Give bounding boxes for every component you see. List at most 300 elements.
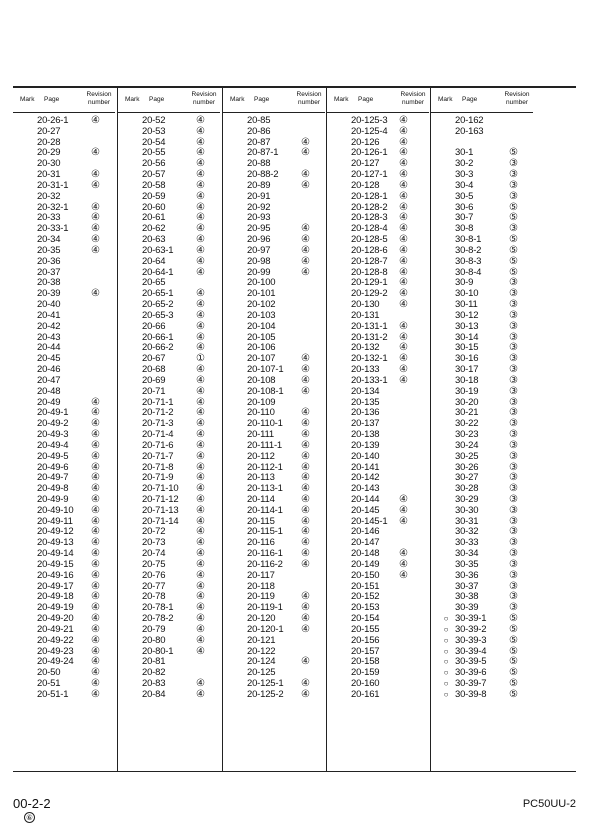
row-page: 20-76	[142, 569, 166, 581]
row-page: 20-138	[351, 429, 380, 441]
table-row	[223, 203, 325, 214]
row-revision: ④	[196, 613, 205, 625]
table-row	[223, 192, 325, 203]
row-page: 20-65-1	[142, 288, 174, 300]
row-revision: ③	[509, 396, 518, 408]
row-mark: ○	[443, 614, 449, 624]
row-revision: ④	[301, 244, 310, 256]
row-page: 20-151	[351, 580, 380, 592]
row-revision: ④	[91, 212, 100, 224]
row-revision: ③	[509, 439, 518, 451]
row-page: 20-125-3	[351, 115, 388, 126]
row-page: 20-49-5	[37, 450, 69, 462]
table-row	[327, 322, 429, 333]
row-revision: ④	[301, 374, 310, 386]
row-revision: ④	[301, 364, 310, 376]
row-revision: ④	[91, 569, 100, 581]
row-page: 20-110	[247, 407, 275, 419]
row-page: 20-71-10	[142, 483, 179, 495]
table-row	[431, 690, 533, 701]
row-page: 20-145	[351, 504, 380, 516]
row-page: 20-125-2	[247, 688, 284, 700]
row-page: 30-39	[455, 602, 479, 614]
row-page: 20-49-2	[37, 418, 69, 430]
row-revision: ④	[399, 558, 408, 570]
column-header	[223, 88, 325, 113]
row-revision: ④	[91, 450, 100, 462]
row-page: 20-115	[247, 515, 275, 527]
row-page: 20-116-1	[247, 548, 283, 560]
table-row	[13, 257, 115, 268]
row-revision: ④	[301, 266, 310, 278]
row-page: 20-71-12	[142, 493, 179, 505]
row-revision: ④	[196, 179, 205, 191]
row-page: 30-32	[455, 526, 479, 538]
row-page: 20-87-1	[247, 147, 279, 159]
row-revision: ④	[91, 169, 100, 181]
row-page: 20-121	[247, 634, 276, 646]
row-page: 20-157	[351, 645, 380, 657]
row-revision: ④	[196, 429, 205, 441]
row-revision: ④	[399, 201, 408, 213]
row-page: 20-79	[142, 623, 166, 635]
row-revision: ④	[301, 515, 310, 527]
row-revision: ④	[399, 115, 408, 126]
row-page: 20-80	[142, 634, 166, 646]
row-page: 20-66-2	[142, 342, 174, 354]
row-page: 20-53	[142, 125, 166, 137]
row-page: 20-49-9	[37, 493, 69, 505]
row-page: 20-128-3	[351, 212, 388, 224]
table-row	[327, 387, 429, 398]
header-page: Page	[358, 96, 374, 103]
row-page: 30-30	[455, 504, 479, 516]
row-revision: ④	[301, 439, 310, 451]
row-page: 20-128-2	[351, 201, 388, 213]
row-revision: ④	[196, 558, 205, 570]
row-revision: ⑤	[509, 244, 518, 256]
row-revision: ④	[196, 504, 205, 516]
row-page: 20-62	[142, 223, 166, 235]
row-page: 20-67	[142, 353, 166, 365]
row-page: 20-63-1	[142, 244, 174, 256]
row-revision: ④	[301, 429, 310, 441]
row-revision: ④	[196, 450, 205, 462]
row-page: 30-11	[455, 299, 478, 311]
row-page: 20-160	[351, 678, 380, 690]
row-page: 20-87	[247, 136, 271, 148]
row-revision: ④	[196, 169, 205, 181]
row-revision: ④	[399, 342, 408, 354]
row-page: 30-33	[455, 537, 479, 549]
row-page: 30-17	[455, 364, 479, 376]
row-page: 30-8-1	[455, 234, 482, 246]
column-header	[431, 88, 533, 113]
row-revision: ④	[196, 158, 205, 170]
footer-rule	[13, 771, 576, 772]
table-row	[327, 192, 429, 203]
row-revision: ④	[301, 418, 310, 430]
footer-revision-mark: ⑥	[24, 812, 35, 823]
row-page: 20-129-1	[351, 277, 388, 289]
row-revision: ③	[509, 309, 518, 321]
table-row	[118, 268, 220, 279]
row-page: 20-128-6	[351, 244, 388, 256]
row-page: 20-141	[351, 461, 380, 473]
row-revision: ③	[509, 493, 518, 505]
header-page: Page	[462, 96, 478, 103]
table-row	[13, 181, 115, 192]
row-page: 30-2	[455, 158, 474, 170]
row-page: 30-8-3	[455, 255, 482, 267]
row-page: 20-49-8	[37, 483, 69, 495]
row-revision: ④	[399, 353, 408, 365]
row-revision: ④	[91, 223, 100, 235]
row-page: 30-39-6	[455, 667, 487, 679]
row-page: 20-130	[351, 299, 380, 311]
row-page: 20-147	[351, 537, 380, 549]
row-page: 30-29	[455, 493, 479, 505]
row-revision: ④	[91, 429, 100, 441]
row-revision: ④	[301, 537, 310, 549]
row-revision: ④	[196, 234, 205, 246]
row-page: 30-14	[455, 331, 479, 343]
table-row	[118, 571, 220, 582]
row-revision: ④	[91, 623, 100, 635]
footer-model-code: PC50UU-2	[522, 798, 576, 810]
row-page: 20-118	[247, 580, 275, 592]
row-revision: ④	[91, 244, 100, 256]
table-row	[118, 257, 220, 268]
row-revision: ④	[301, 179, 310, 191]
table-column	[13, 88, 115, 771]
row-revision: ④	[91, 613, 100, 625]
row-page: 20-126	[351, 136, 380, 148]
row-revision: ④	[399, 299, 408, 311]
row-page: 20-88-2	[247, 169, 279, 181]
row-page: 20-49-1	[37, 407, 69, 419]
row-page: 20-52	[142, 115, 166, 126]
table-row	[13, 690, 115, 701]
row-page: 20-85	[247, 115, 271, 126]
row-page: 20-112	[247, 450, 275, 462]
table-row	[13, 311, 115, 322]
row-page: 20-127-1	[351, 169, 388, 181]
row-revision: ③	[509, 558, 518, 570]
row-page: 20-64-1	[142, 266, 174, 278]
table-row	[118, 636, 220, 647]
row-page: 20-65	[142, 277, 166, 289]
table-row	[223, 116, 325, 127]
row-page: 20-131-2	[351, 331, 388, 343]
row-page: 20-128	[351, 179, 380, 191]
row-page: 20-71-13	[142, 504, 179, 516]
row-page: 20-54	[142, 136, 166, 148]
row-page: 20-108-1	[247, 385, 284, 397]
row-revision: ④	[301, 623, 310, 635]
row-revision: ③	[509, 515, 518, 527]
row-page: 20-106	[247, 342, 276, 354]
row-revision: ④	[196, 634, 205, 646]
row-revision: ④	[399, 277, 408, 289]
table-row	[223, 690, 325, 701]
row-mark: ○	[443, 635, 449, 645]
row-revision: ④	[301, 461, 310, 473]
row-page: 20-59	[142, 190, 166, 202]
row-page: 20-42	[37, 320, 61, 332]
row-revision: ④	[196, 526, 205, 538]
row-page: 30-27	[455, 472, 479, 484]
table-column	[222, 88, 325, 771]
row-page: 30-34	[455, 548, 479, 560]
header-mark: Mark	[334, 96, 349, 103]
footer-page-number: 00-2-2	[13, 796, 51, 811]
row-revision: ④	[196, 125, 205, 137]
table-row	[431, 571, 533, 582]
table-row	[118, 657, 220, 668]
row-page: 20-162	[455, 115, 484, 126]
row-revision: ⑤	[509, 623, 518, 635]
row-page: 20-66-1	[142, 331, 174, 343]
row-revision: ④	[196, 223, 205, 235]
header-mark: Mark	[438, 96, 453, 103]
row-revision: ④	[196, 548, 205, 560]
row-revision: ⑤	[509, 201, 518, 213]
header-revision: Revision number	[504, 91, 530, 106]
row-page: 30-1	[455, 147, 474, 159]
row-revision: ④	[301, 169, 310, 181]
row-page: 20-71-9	[142, 472, 174, 484]
row-page: 30-21	[455, 407, 479, 419]
row-page: 20-38	[37, 277, 61, 289]
row-revision: ⑤	[509, 645, 518, 657]
row-page: 20-49-19	[37, 602, 74, 614]
table-row	[223, 322, 325, 333]
row-revision: ④	[301, 602, 310, 614]
row-page: 20-75	[142, 558, 166, 570]
row-page: 20-114-1	[247, 504, 283, 516]
table-row	[13, 387, 115, 398]
row-revision: ⑤	[509, 678, 518, 690]
row-page: 20-154	[351, 613, 380, 625]
row-page: 20-158	[351, 656, 380, 668]
row-page: 30-12	[455, 309, 479, 321]
row-page: 30-24	[455, 439, 479, 451]
row-revision: ④	[399, 179, 408, 191]
row-page: 30-6	[455, 201, 474, 213]
row-revision: ③	[509, 504, 518, 516]
row-page: 20-51-1	[37, 688, 69, 700]
row-revision: ③	[509, 569, 518, 581]
row-page: 30-36	[455, 569, 479, 581]
table-row	[431, 636, 533, 647]
row-revision: ④	[91, 537, 100, 549]
header-page: Page	[44, 96, 60, 103]
row-page: 20-37	[37, 266, 61, 278]
row-page: 20-128-5	[351, 234, 388, 246]
row-page: 30-16	[455, 353, 479, 365]
header-revision: Revision number	[400, 91, 426, 106]
row-revision: ④	[196, 147, 205, 159]
row-revision: ④	[301, 136, 310, 148]
row-page: 20-78-2	[142, 613, 174, 625]
row-page: 20-91	[247, 190, 271, 202]
row-revision: ④	[399, 136, 408, 148]
row-revision: ④	[196, 439, 205, 451]
row-revision: ④	[301, 504, 310, 516]
table-column	[326, 88, 429, 771]
row-revision: ③	[509, 407, 518, 419]
row-revision: ⑤	[509, 266, 518, 278]
row-revision: ④	[301, 483, 310, 495]
row-page: 30-18	[455, 374, 479, 386]
table-row	[13, 354, 115, 365]
row-page: 20-71-8	[142, 461, 174, 473]
row-page: 20-49	[37, 396, 61, 408]
table-row	[431, 452, 533, 463]
row-revision: ④	[399, 569, 408, 581]
header-mark: Mark	[20, 96, 35, 103]
table-row	[13, 268, 115, 279]
column-header	[118, 88, 220, 113]
row-page: 20-131	[351, 309, 380, 321]
row-revision: ④	[196, 688, 205, 700]
row-page: 20-132-1	[351, 353, 388, 365]
row-revision: ⑤	[509, 613, 518, 625]
row-page: 20-65-2	[142, 299, 174, 311]
row-revision: ④	[91, 234, 100, 246]
table-row	[13, 452, 115, 463]
row-page: 20-116	[247, 537, 275, 549]
table-row	[13, 636, 115, 647]
row-page: 20-63	[142, 234, 166, 246]
row-page: 30-22	[455, 418, 479, 430]
row-revision: ④	[196, 244, 205, 256]
row-page: 20-47	[37, 374, 61, 386]
row-revision: ④	[196, 299, 205, 311]
row-page: 30-10	[455, 288, 479, 300]
row-page: 20-143	[351, 483, 380, 495]
row-page: 20-30	[37, 158, 61, 170]
row-revision: ③	[509, 483, 518, 495]
row-revision: ④	[91, 645, 100, 657]
row-page: 20-71-3	[142, 418, 174, 430]
table-row	[13, 192, 115, 203]
row-revision: ④	[399, 158, 408, 170]
row-revision: ④	[91, 418, 100, 430]
table-row	[327, 452, 429, 463]
revision-table	[13, 88, 576, 771]
row-revision: ③	[509, 320, 518, 332]
header-mark: Mark	[230, 96, 245, 103]
row-page: 20-39	[37, 288, 61, 300]
row-page: 20-55	[142, 147, 166, 159]
row-page: 20-110-1	[247, 418, 283, 430]
row-revision: ④	[91, 591, 100, 603]
row-page: 30-25	[455, 450, 479, 462]
row-page: 20-49-15	[37, 558, 74, 570]
row-revision: ④	[91, 201, 100, 213]
row-revision: ④	[399, 548, 408, 560]
row-revision: ④	[301, 353, 310, 365]
row-revision: ③	[509, 353, 518, 365]
row-page: 20-99	[247, 266, 271, 278]
row-page: 20-40	[37, 299, 61, 311]
row-page: 20-124	[247, 656, 276, 668]
row-revision: ④	[399, 331, 408, 343]
table-row	[118, 322, 220, 333]
row-page: 20-153	[351, 602, 380, 614]
row-revision: ③	[509, 374, 518, 386]
row-page: 20-45	[37, 353, 61, 365]
table-row	[13, 322, 115, 333]
row-revision: ④	[196, 407, 205, 419]
row-revision: ④	[91, 439, 100, 451]
row-page: 20-81	[142, 656, 166, 668]
row-page: 20-88	[247, 158, 271, 170]
row-revision: ④	[196, 364, 205, 376]
row-page: 30-23	[455, 429, 479, 441]
row-page: 30-39-1	[455, 613, 487, 625]
row-page: 20-101	[247, 288, 276, 300]
row-page: 20-49-4	[37, 439, 69, 451]
row-revision: ④	[301, 526, 310, 538]
row-revision: ⑤	[509, 634, 518, 646]
row-revision: ④	[91, 656, 100, 668]
table-row	[13, 289, 115, 300]
row-revision: ④	[196, 396, 205, 408]
row-page: 20-144	[351, 493, 380, 505]
header-revision: Revision number	[191, 91, 217, 106]
row-revision: ④	[399, 288, 408, 300]
row-page: 30-15	[455, 342, 479, 354]
row-page: 20-82	[142, 667, 166, 679]
row-revision: ④	[196, 136, 205, 148]
row-revision: ④	[91, 515, 100, 527]
table-row	[431, 387, 533, 398]
row-page: 20-128-7	[351, 255, 388, 267]
row-revision: ④	[196, 602, 205, 614]
header-page: Page	[149, 96, 165, 103]
row-revision: ④	[91, 548, 100, 560]
row-page: 20-61	[142, 212, 166, 224]
row-page: 20-36	[37, 255, 61, 267]
row-page: 20-49-17	[37, 580, 74, 592]
row-page: 20-128-8	[351, 266, 388, 278]
row-revision: ④	[301, 234, 310, 246]
table-column	[430, 88, 533, 771]
row-page: 20-71-4	[142, 429, 174, 441]
row-page: 20-107	[247, 353, 276, 365]
row-revision: ③	[509, 223, 518, 235]
header-revision: Revision number	[86, 91, 112, 106]
row-page: 20-120	[247, 613, 276, 625]
row-page: 20-49-20	[37, 613, 74, 625]
row-revision: ④	[196, 331, 205, 343]
row-page: 20-57	[142, 169, 166, 181]
table-row	[13, 246, 115, 257]
row-revision: ④	[399, 212, 408, 224]
row-page: 20-126-1	[351, 147, 388, 159]
row-page: 20-163	[455, 125, 484, 137]
row-page: 20-84	[142, 688, 166, 700]
row-page: 20-65-3	[142, 309, 174, 321]
row-revision: ③	[509, 331, 518, 343]
row-revision: ④	[91, 115, 100, 126]
row-revision: ⑤	[509, 667, 518, 679]
row-revision: ④	[399, 320, 408, 332]
row-page: 20-111	[247, 429, 274, 441]
